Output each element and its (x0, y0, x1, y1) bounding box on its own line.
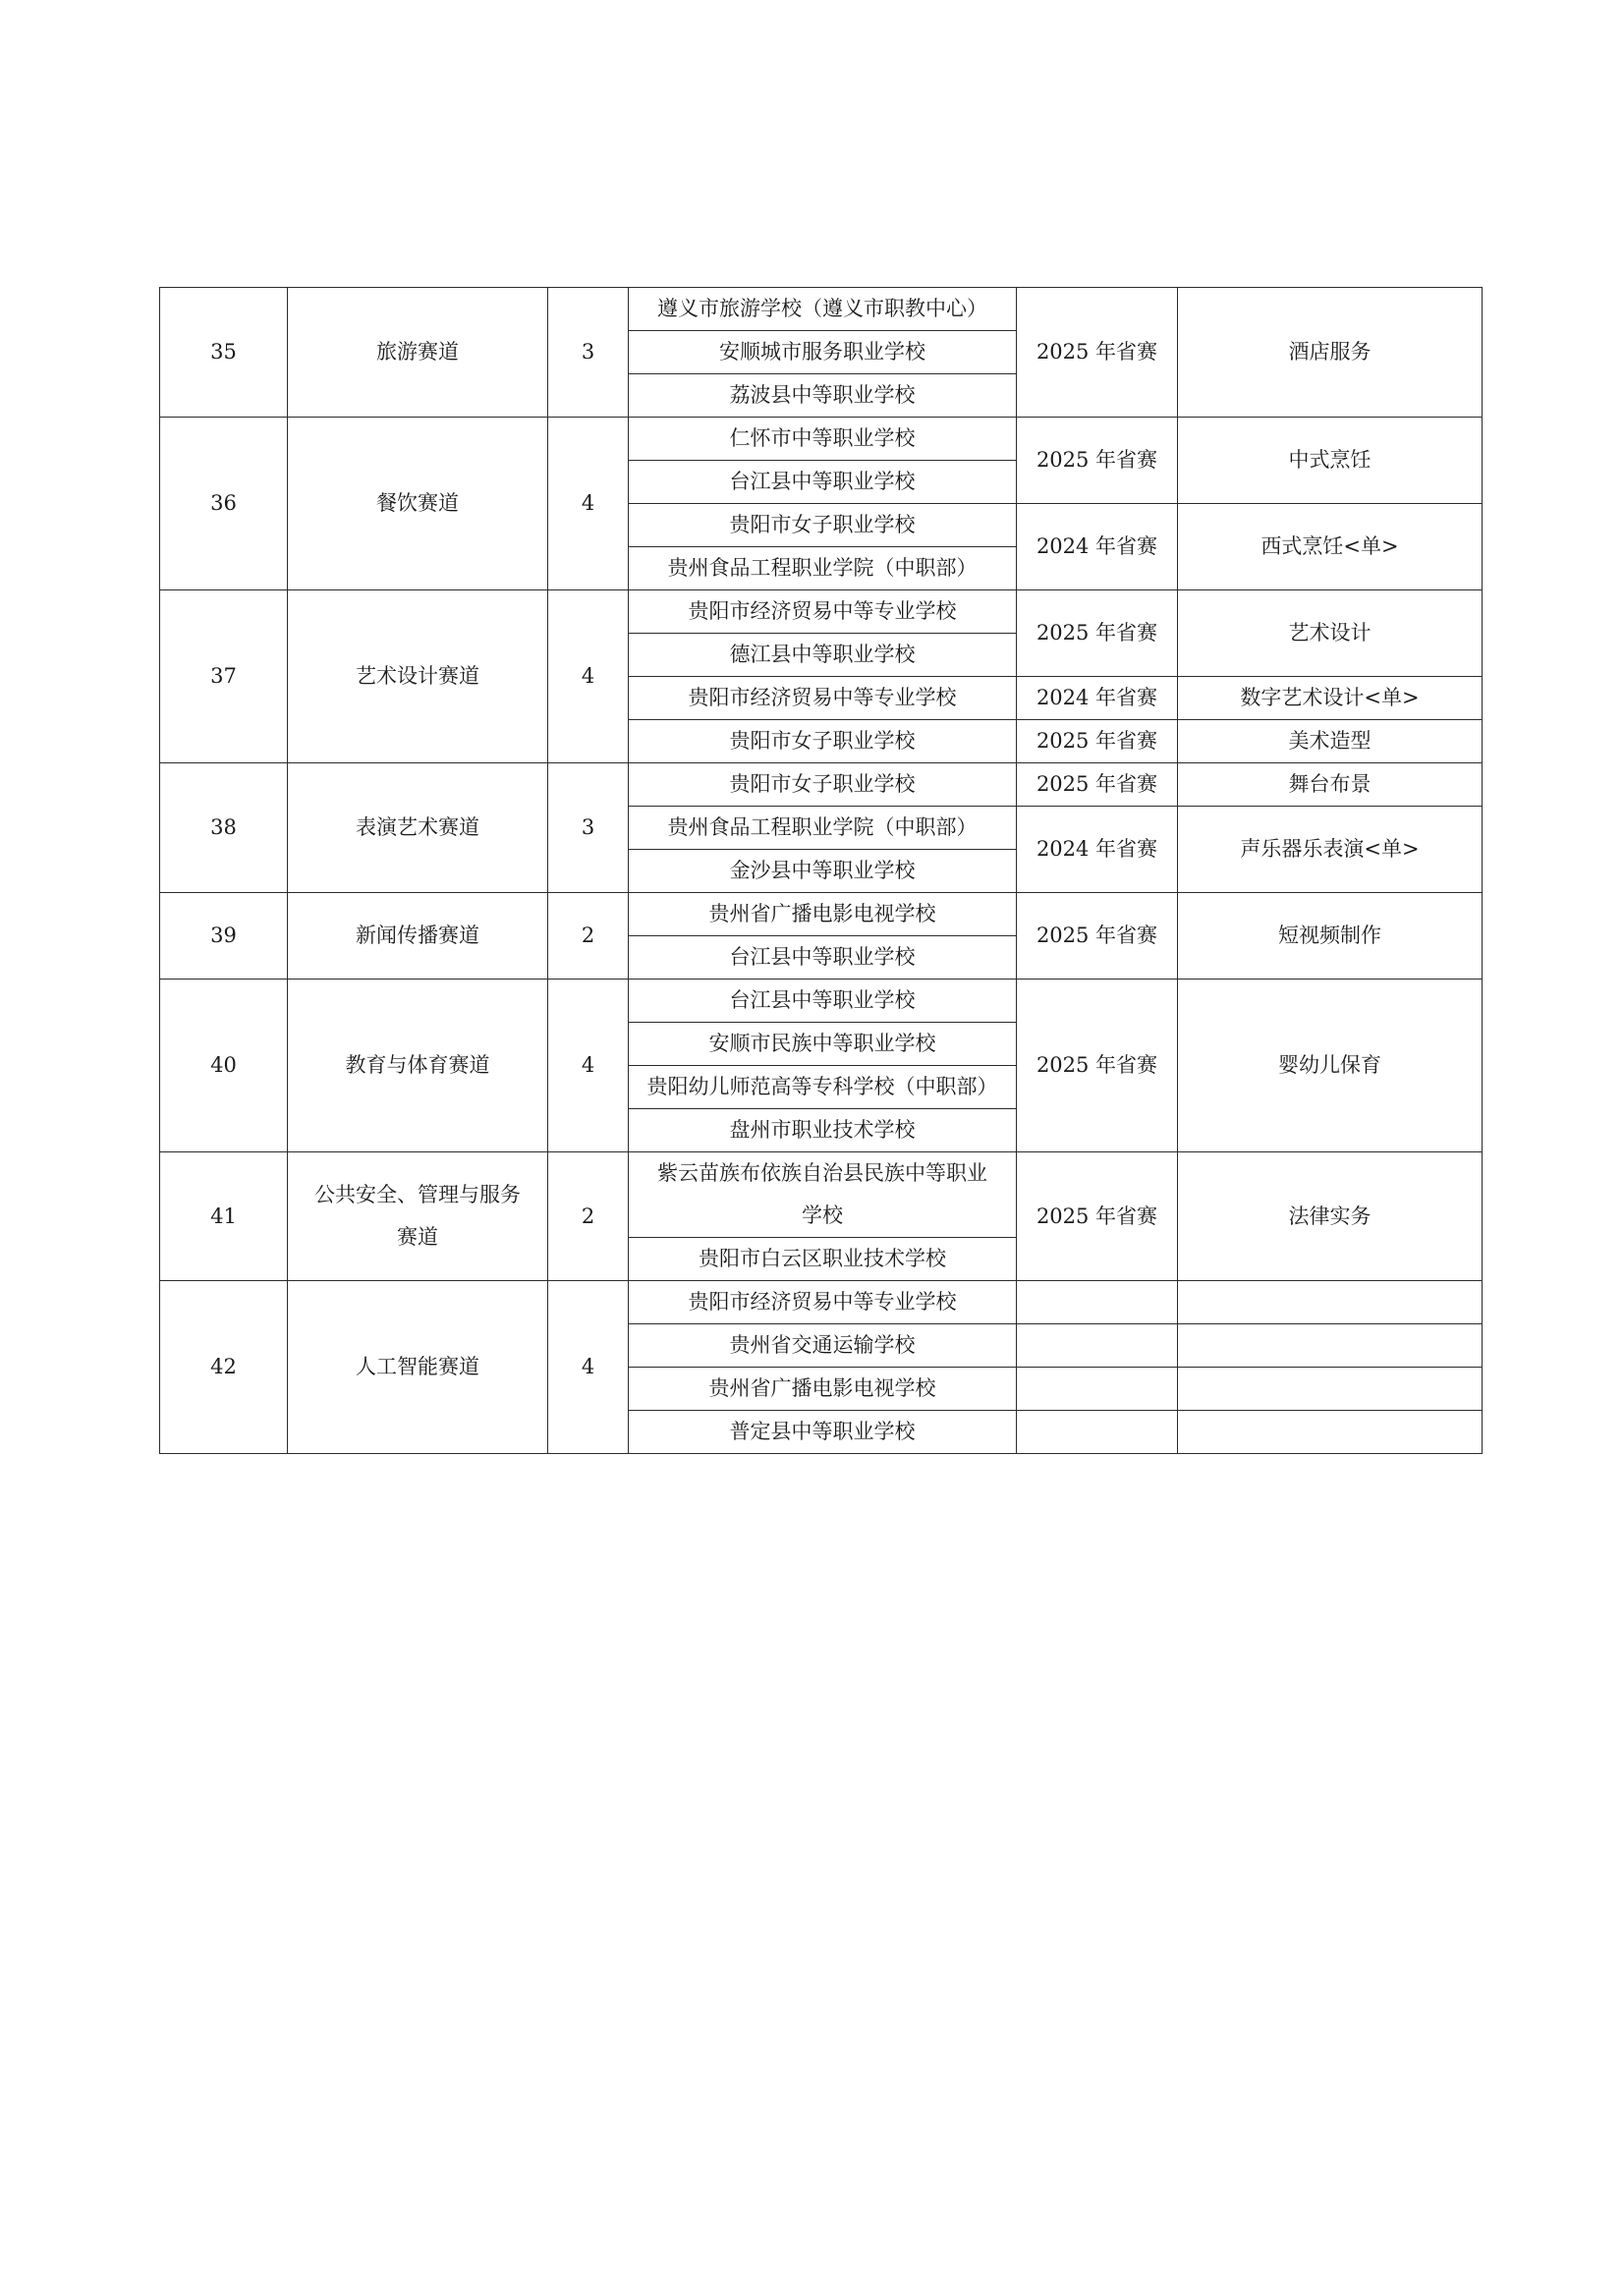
competition-item-cell (1178, 1368, 1483, 1411)
competition-item-cell: 美术造型 (1178, 720, 1483, 763)
school-name-cell: 贵阳市女子职业学校 (629, 763, 1017, 807)
track-name-line: 公共安全、管理与服务 (314, 1183, 521, 1206)
table-row (160, 590, 1483, 634)
source-cell: 2024 年省赛 (1017, 677, 1178, 720)
school-count-cell: 4 (548, 418, 629, 590)
table-body (160, 288, 1483, 1454)
table-row (160, 288, 1483, 331)
track-name-cell (288, 763, 548, 893)
track-number-cell: 42 (160, 1281, 288, 1454)
competition-item-cell: 艺术设计 (1178, 590, 1483, 677)
source-cell: 2025 年省赛 (1017, 1152, 1178, 1281)
track-number-cell: 37 (160, 590, 288, 763)
track-name-line: 新闻传播赛道 (356, 924, 479, 947)
school-count-cell: 4 (548, 980, 629, 1152)
table-row (160, 1281, 1483, 1324)
table-row (160, 980, 1483, 1023)
competition-item-cell (1178, 1411, 1483, 1454)
track-name-line: 餐饮赛道 (376, 491, 459, 515)
source-cell: 2024 年省赛 (1017, 807, 1178, 893)
track-name-line: 旅游赛道 (376, 340, 459, 364)
school-name-cell: 贵州省广播电影电视学校 (629, 893, 1017, 936)
competition-item-cell (1178, 1324, 1483, 1368)
school-name-cell: 贵阳市女子职业学校 (629, 504, 1017, 547)
competition-item-cell: 短视频制作 (1178, 893, 1483, 980)
school-name-cell: 贵阳市白云区职业技术学校 (629, 1238, 1017, 1281)
track-number-cell: 39 (160, 893, 288, 980)
track-name-line: 教育与体育赛道 (345, 1053, 490, 1077)
school-name-line: 学校 (802, 1204, 843, 1227)
school-name-cell: 贵州省交通运输学校 (629, 1324, 1017, 1368)
school-name-cell: 德江县中等职业学校 (629, 634, 1017, 677)
track-name-cell (288, 418, 548, 590)
school-name-cell: 贵州省广播电影电视学校 (629, 1368, 1017, 1411)
track-number-cell: 40 (160, 980, 288, 1152)
competition-item-cell: 法律实务 (1178, 1152, 1483, 1281)
school-name-cell: 贵阳市女子职业学校 (629, 720, 1017, 763)
competition-item-cell: 西式烹饪<单> (1178, 504, 1483, 590)
school-name-cell: 贵阳市经济贸易中等专业学校 (629, 677, 1017, 720)
school-name-cell: 贵阳市经济贸易中等专业学校 (629, 1281, 1017, 1324)
table-row (160, 418, 1483, 461)
source-cell: 2025 年省赛 (1017, 980, 1178, 1152)
competition-item-cell: 酒店服务 (1178, 288, 1483, 418)
track-name-cell (288, 590, 548, 763)
school-count-cell: 4 (548, 1281, 629, 1454)
source-cell: 2025 年省赛 (1017, 288, 1178, 418)
competition-table (159, 287, 1483, 1454)
school-count-cell: 3 (548, 288, 629, 418)
competition-item-cell: 中式烹饪 (1178, 418, 1483, 504)
track-name-cell (288, 1281, 548, 1454)
school-name-cell: 安顺市民族中等职业学校 (629, 1023, 1017, 1066)
track-name-cell (288, 980, 548, 1152)
track-number-cell: 41 (160, 1152, 288, 1281)
source-cell (1017, 1281, 1178, 1324)
track-name-cell (288, 893, 548, 980)
school-name-cell: 荔波县中等职业学校 (629, 374, 1017, 418)
source-cell: 2025 年省赛 (1017, 893, 1178, 980)
school-name-cell: 台江县中等职业学校 (629, 980, 1017, 1023)
table-row (160, 1152, 1483, 1238)
school-name-cell: 贵阳幼儿师范高等专科学校（中职部） (629, 1066, 1017, 1109)
school-name-cell: 金沙县中等职业学校 (629, 850, 1017, 893)
track-name-line: 赛道 (397, 1225, 438, 1249)
school-name-cell: 贵阳市经济贸易中等专业学校 (629, 590, 1017, 634)
school-name-line: 紫云苗族布依族自治县民族中等职业 (657, 1161, 987, 1185)
source-cell: 2025 年省赛 (1017, 720, 1178, 763)
school-count-cell: 4 (548, 590, 629, 763)
competition-item-cell: 数字艺术设计<单> (1178, 677, 1483, 720)
competition-item-cell: 声乐器乐表演<单> (1178, 807, 1483, 893)
school-name-cell: 盘州市职业技术学校 (629, 1109, 1017, 1152)
track-name-cell (288, 1152, 548, 1281)
track-name-cell (288, 288, 548, 418)
source-cell (1017, 1411, 1178, 1454)
track-name-line: 人工智能赛道 (356, 1355, 479, 1378)
source-cell: 2025 年省赛 (1017, 418, 1178, 504)
school-name-cell: 普定县中等职业学校 (629, 1411, 1017, 1454)
school-name-cell: 贵州食品工程职业学院（中职部） (629, 807, 1017, 850)
school-name-cell: 台江县中等职业学校 (629, 461, 1017, 504)
source-cell (1017, 1368, 1178, 1411)
source-cell: 2025 年省赛 (1017, 763, 1178, 807)
school-count-cell: 3 (548, 763, 629, 893)
competition-item-cell (1178, 1281, 1483, 1324)
track-name-line: 表演艺术赛道 (356, 815, 479, 839)
competition-item-cell: 婴幼儿保育 (1178, 980, 1483, 1152)
track-name-line: 艺术设计赛道 (356, 664, 479, 688)
school-name-cell: 仁怀市中等职业学校 (629, 418, 1017, 461)
source-cell (1017, 1324, 1178, 1368)
school-count-cell: 2 (548, 893, 629, 980)
source-cell: 2024 年省赛 (1017, 504, 1178, 590)
school-name-cell: 安顺城市服务职业学校 (629, 331, 1017, 374)
competition-item-cell: 舞台布景 (1178, 763, 1483, 807)
track-number-cell: 38 (160, 763, 288, 893)
track-number-cell: 35 (160, 288, 288, 418)
track-number-cell: 36 (160, 418, 288, 590)
school-name-cell: 遵义市旅游学校（遵义市职教中心） (629, 288, 1017, 331)
table-row (160, 893, 1483, 936)
source-cell: 2025 年省赛 (1017, 590, 1178, 677)
school-name-cell (629, 1152, 1017, 1238)
table-row (160, 763, 1483, 807)
school-count-cell: 2 (548, 1152, 629, 1281)
school-name-cell: 台江县中等职业学校 (629, 936, 1017, 980)
school-name-cell: 贵州食品工程职业学院（中职部） (629, 547, 1017, 590)
